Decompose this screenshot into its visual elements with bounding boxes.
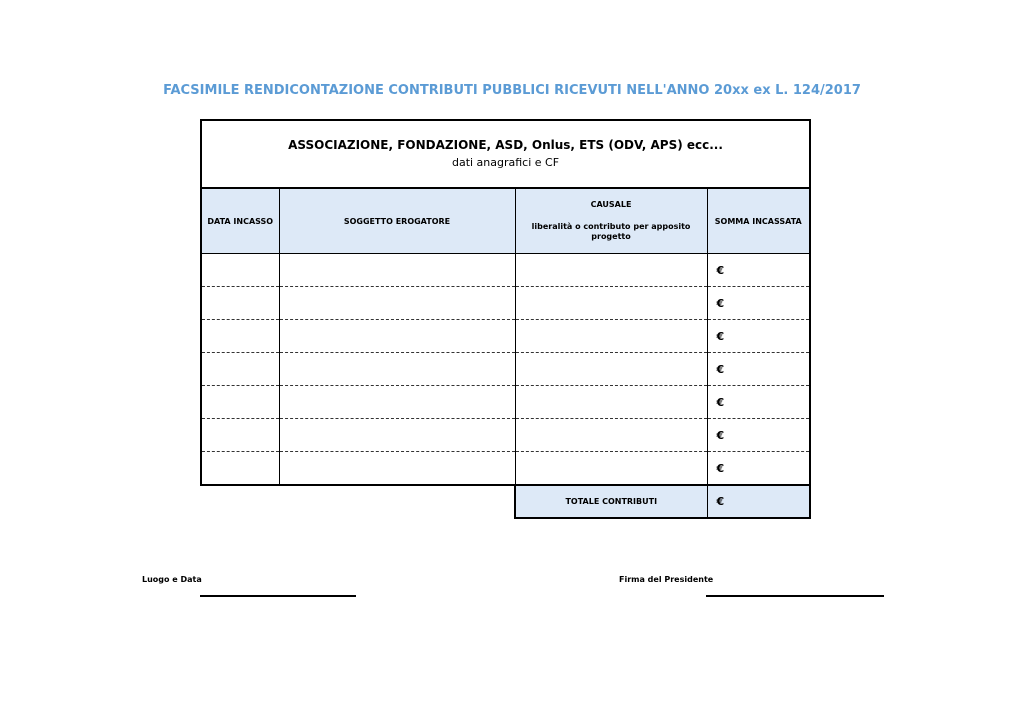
table-row bbox=[201, 320, 810, 353]
data-incasso-cell[interactable] bbox=[201, 386, 279, 419]
data-incasso-cell[interactable] bbox=[201, 419, 279, 452]
somma-incassata-cell[interactable]: € bbox=[707, 419, 810, 452]
data-incasso-cell[interactable] bbox=[201, 287, 279, 320]
causale-cell[interactable] bbox=[515, 419, 707, 452]
soggetto-erogatore-cell[interactable] bbox=[279, 452, 515, 486]
organization-header bbox=[201, 120, 810, 188]
data-incasso-cell[interactable] bbox=[201, 254, 279, 287]
causale-subtitle: liberalità o contributo per apposito progetto bbox=[531, 222, 691, 241]
table-row bbox=[201, 386, 810, 419]
soggetto-erogatore-cell[interactable] bbox=[279, 254, 515, 287]
data-incasso-cell[interactable] bbox=[201, 320, 279, 353]
table-row bbox=[201, 452, 810, 486]
table-row bbox=[201, 287, 810, 320]
soggetto-erogatore-cell[interactable] bbox=[279, 320, 515, 353]
somma-incassata-cell[interactable]: € bbox=[707, 386, 810, 419]
soggetto-erogatore-cell[interactable] bbox=[279, 353, 515, 386]
causale-cell[interactable] bbox=[515, 386, 707, 419]
table-row bbox=[201, 353, 810, 386]
contributions-table bbox=[200, 119, 811, 519]
column-header-causale bbox=[515, 188, 707, 254]
causale-title: CAUSALE bbox=[590, 200, 632, 209]
soggetto-erogatore-cell[interactable] bbox=[279, 287, 515, 320]
total-spacer bbox=[201, 485, 279, 518]
total-value[interactable]: € bbox=[707, 485, 810, 518]
data-incasso-cell[interactable] bbox=[201, 452, 279, 486]
document-title: FACSIMILE RENDICONTAZIONE CONTRIBUTI PUBBLICI RICEVUTI NELL'ANNO 20xx ex L. 124/2017 bbox=[163, 83, 861, 98]
president-signature-line[interactable] bbox=[706, 595, 884, 597]
soggetto-erogatore-cell[interactable] bbox=[279, 386, 515, 419]
column-header-somma-incassata: SOMMA INCASSATA bbox=[707, 188, 810, 254]
table-row bbox=[201, 254, 810, 287]
somma-incassata-cell[interactable]: € bbox=[707, 353, 810, 386]
causale-cell[interactable] bbox=[515, 353, 707, 386]
causale-cell[interactable] bbox=[515, 254, 707, 287]
somma-incassata-cell[interactable]: € bbox=[707, 320, 810, 353]
total-row bbox=[201, 485, 810, 518]
somma-incassata-cell[interactable]: € bbox=[707, 254, 810, 287]
president-signature-label: Firma del Presidente bbox=[619, 575, 714, 584]
somma-incassata-cell[interactable]: € bbox=[707, 287, 810, 320]
soggetto-erogatore-cell[interactable] bbox=[279, 419, 515, 452]
table-row bbox=[201, 419, 810, 452]
causale-cell[interactable] bbox=[515, 287, 707, 320]
total-label: TOTALE CONTRIBUTI bbox=[515, 485, 707, 518]
causale-cell[interactable] bbox=[515, 320, 707, 353]
total-spacer bbox=[279, 485, 515, 518]
column-header-soggetto-erogatore: SOGGETTO EROGATORE bbox=[279, 188, 515, 254]
place-date-label: Luogo e Data bbox=[142, 575, 202, 584]
organization-details: dati anagrafici e CF bbox=[451, 156, 560, 169]
somma-incassata-cell[interactable]: € bbox=[707, 452, 810, 486]
data-incasso-cell[interactable] bbox=[201, 353, 279, 386]
column-header-data-incasso: DATA INCASSO bbox=[201, 188, 279, 254]
causale-cell[interactable] bbox=[515, 452, 707, 486]
place-date-line[interactable] bbox=[200, 595, 356, 597]
organization-name: ASSOCIAZIONE, FONDAZIONE, ASD, Onlus, ETS (ODV, APS) ecc... bbox=[288, 138, 723, 152]
